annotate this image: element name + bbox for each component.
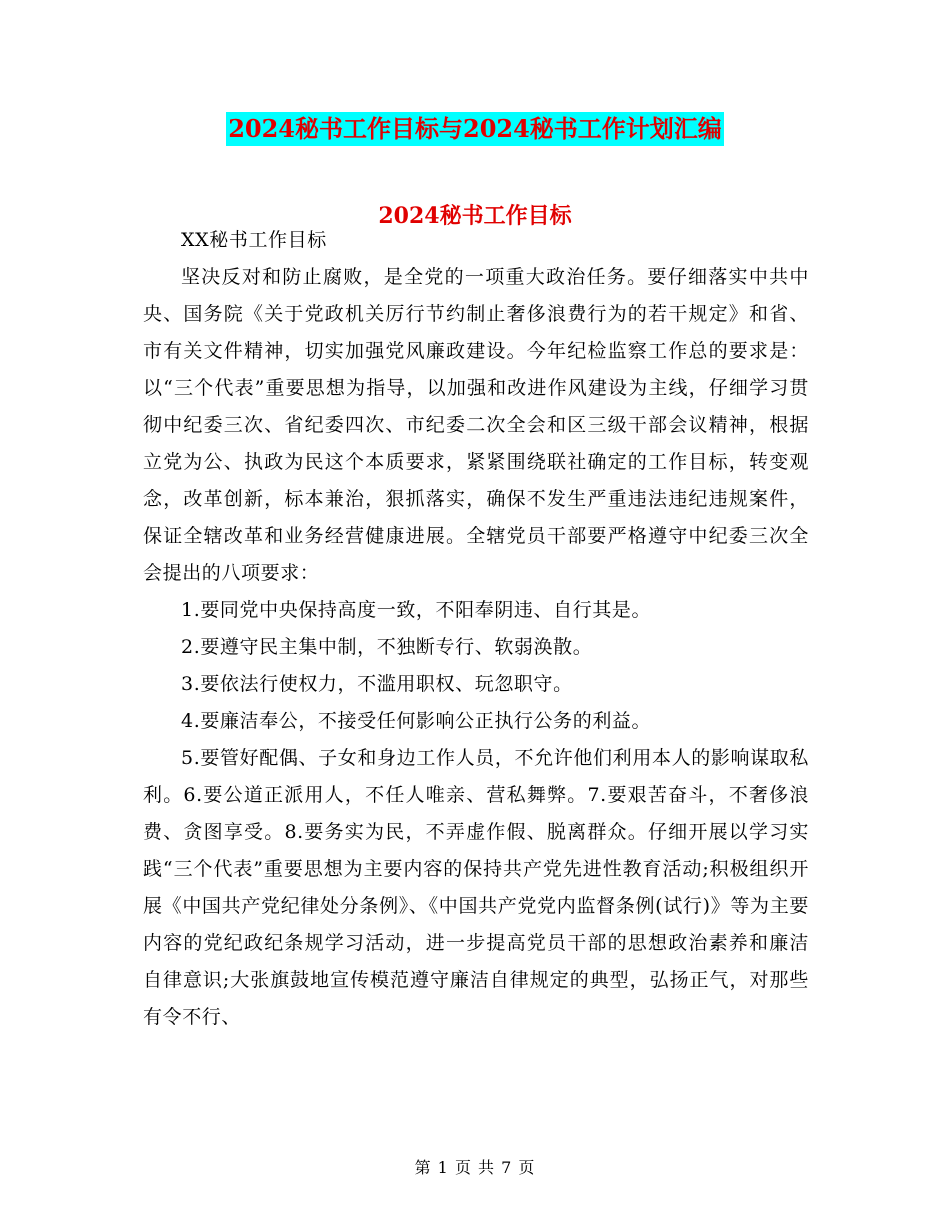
page-number-footer: 第 1 页 共 7 页 xyxy=(414,1158,536,1177)
list-item: 3.要依法行使权力，不滥用职权、玩忽职守。 xyxy=(181,673,573,695)
document-body xyxy=(143,222,809,1036)
list-item: 2.要遵守民主集中制，不独断专行、软弱涣散。 xyxy=(181,636,593,658)
list-item: 1.要同党中央保持高度一致，不阳奉阴违、自行其是。 xyxy=(181,599,652,621)
list-item: 4.要廉洁奉公，不接受任何影响公正执行公务的利益。 xyxy=(181,710,652,732)
document-title-container xyxy=(0,112,950,146)
section-title: 2024秘书工作目标 xyxy=(378,203,572,229)
document-title: 2024秘书工作目标与2024秘书工作计划汇编 xyxy=(226,112,724,146)
paragraph-intro: 坚决反对和防止腐败，是全党的一项重大政治任务。要仔细落实中共中央、国务院《关于党政机关厉行节约制止奢侈浪费行为的若干规定》和省、市有关文件精神，切实加强党风廉政建设。今年纪检监察工作总的要求是：以“三个代表”重要思想为指导，以加强和改进作风建设为主线，仔细学习贯彻中纪委三次、省纪委四次、市纪委二次全会和区三级干部会议精神，根据立党为公、执政为民这个本质要求，紧紧围绕联社确定的工作目标，转变观念，改革创新，标本兼治，狠抓落实，确保不发生严重违法违纪违规案件，保证全辖改革和业务经营健康进展。全辖党员干部要严格遵守中纪委三次全会提出的八项要求： xyxy=(143,266,809,584)
list-item: 5.要管好配偶、子女和身边工作人员，不允许他们利用本人的影响谋取私利。6.要公道正派用人，不任人唯亲、营私舞弊。7.要艰苦奋斗，不奢侈浪费、贪图享受。8.要务实为民，不弄虚作假、脱离群众。仔细开展以学习实践“三个代表”重要思想为主要内容的保持共产党先进性教育活动;积极组织开展《中国共产党纪律处分条例》、《中国共产党党内监督条例(试行)》等为主要内容的党纪政纪条规学习活动，进一步提高党员干部的思想政治素养和廉洁自律意识;大张旗鼓地宣传模范遵守廉洁自律规定的典型，弘扬正气，对那些有令不行、 xyxy=(143,747,809,1028)
paragraph-heading: XX秘书工作目标 xyxy=(181,229,327,251)
